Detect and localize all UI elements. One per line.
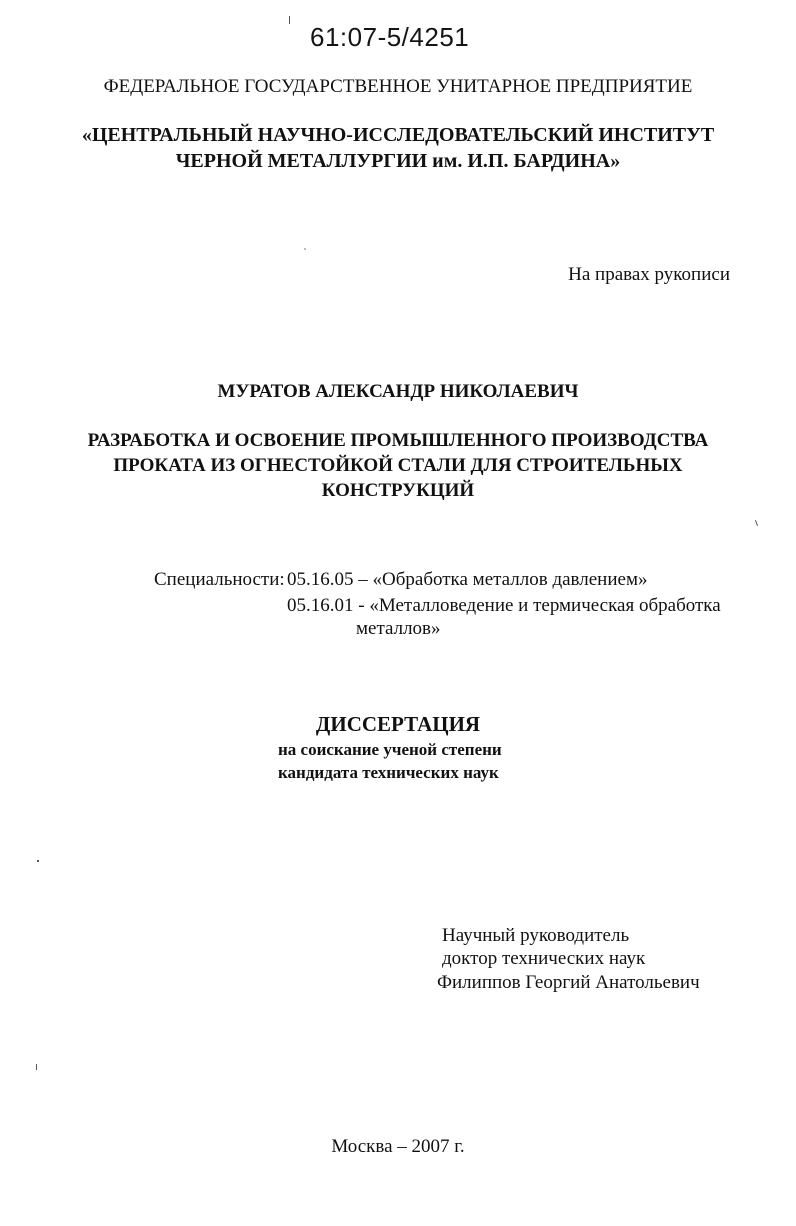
- specialties-label: Специальности:: [154, 569, 285, 590]
- scan-speck: [755, 520, 758, 526]
- institute-name: [0, 122, 796, 174]
- dissertation-degree-line-2: кандидата технических наук: [278, 763, 499, 782]
- author-name: МУРАТОВ АЛЕКСАНДР НИКОЛАЕВИЧ: [217, 381, 579, 402]
- manuscript-rights-note: На правах рукописи: [568, 264, 730, 285]
- scan-speck: [37, 860, 39, 862]
- scan-speck: [304, 248, 306, 250]
- dissertation-degree-line-1: на соискание ученой степени: [278, 740, 502, 759]
- supervisor-degree: доктор технических наук: [442, 948, 646, 969]
- institute-name-line-1: «ЦЕНТРАЛЬНЫЙ НАУЧНО-ИССЛЕДОВАТЕЛЬСКИЙ ИНСТИТУТ: [81, 124, 715, 146]
- title-line-3: КОНСТРУКЦИЙ: [321, 480, 475, 501]
- title-line-1: РАЗРАБОТКА И ОСВОЕНИЕ ПРОМЫШЛЕННОГО ПРОИЗВОДСТВА: [87, 430, 709, 451]
- dissertation-title: [0, 428, 796, 503]
- scan-speck: [36, 1064, 37, 1070]
- organization-name: ФЕДЕРАЛЬНОЕ ГОСУДАРСТВЕННОЕ УНИТАРНОЕ ПРЕДПРИЯТИЕ: [103, 76, 693, 97]
- specialty-first: 05.16.05 – «Обработка металлов давлением»: [287, 569, 648, 590]
- supervisor-role: Научный руководитель: [442, 925, 630, 946]
- specialty-second-line-1: 05.16.01 - «Металловедение и термическая обработка: [287, 595, 721, 616]
- dissertation-heading: ДИССЕРТАЦИЯ: [315, 712, 481, 736]
- institute-name-line-2: ЧЕРНОЙ МЕТАЛЛУРГИИ им. И.П. БАРДИНА»: [175, 150, 621, 172]
- archive-stamp-number: 61:07-5/4251: [310, 22, 470, 52]
- scan-speck: [289, 16, 290, 24]
- city-and-year: Москва – 2007 г.: [331, 1136, 465, 1157]
- specialty-second-line-2: металлов»: [356, 618, 441, 639]
- supervisor-name: Филиппов Георгий Анатольевич: [437, 972, 700, 993]
- title-line-2: ПРОКАТА ИЗ ОГНЕСТОЙКОЙ СТАЛИ ДЛЯ СТРОИТЕЛЬНЫХ: [113, 455, 683, 476]
